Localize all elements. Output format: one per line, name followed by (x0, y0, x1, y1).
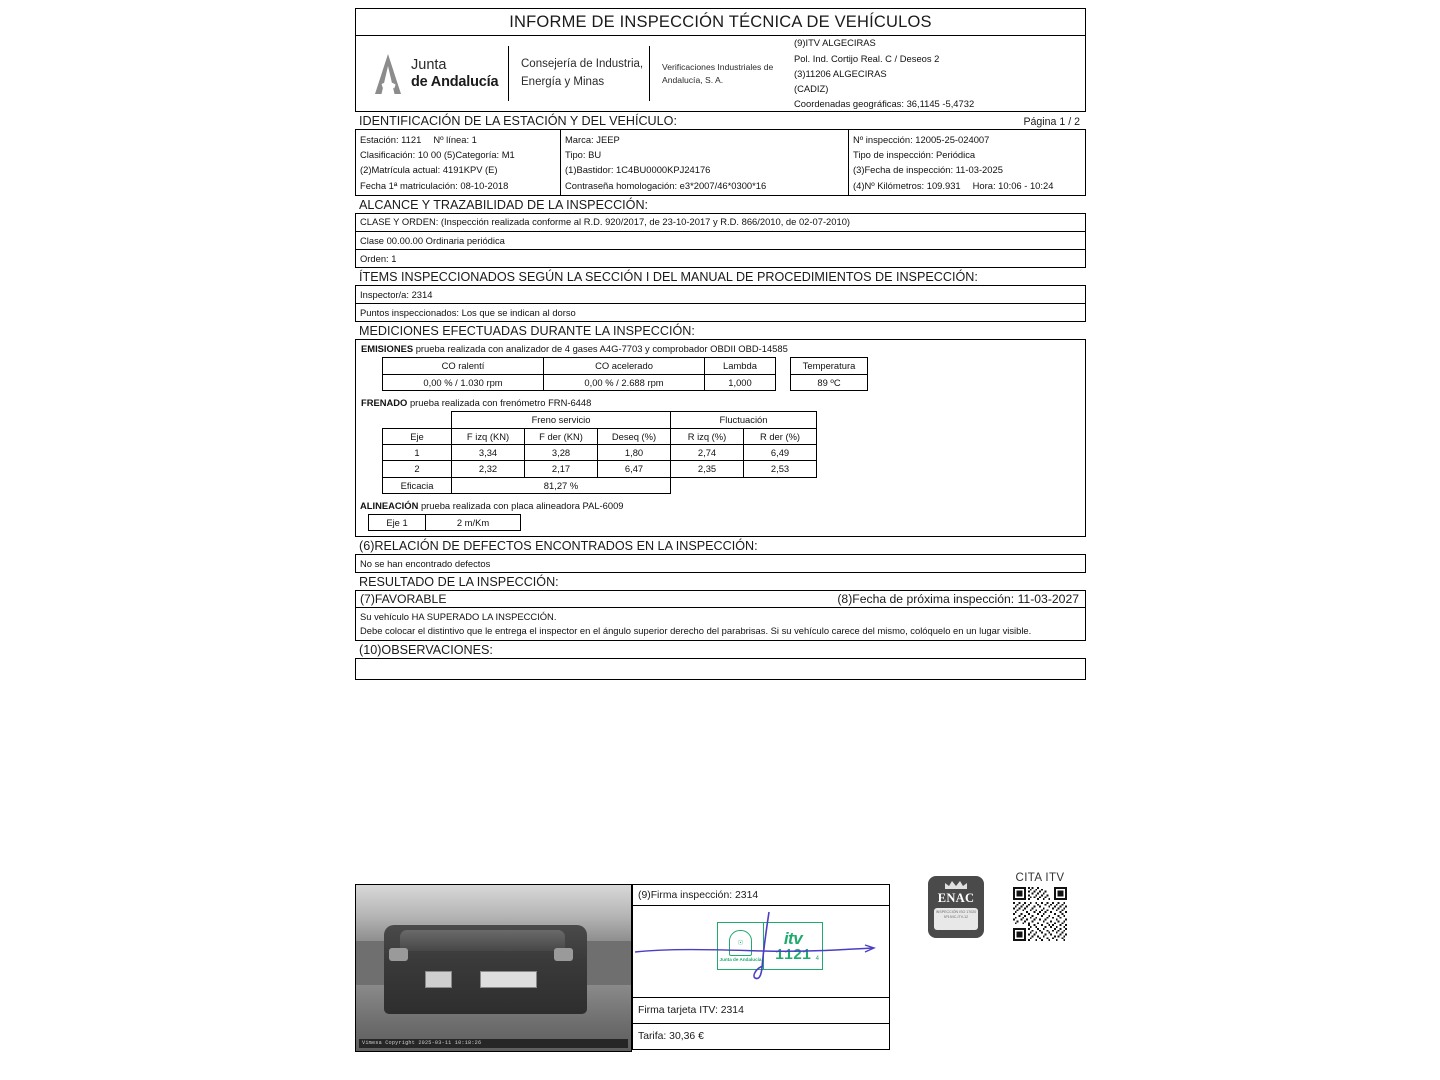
identification-heading: IDENTIFICACIÓN DE LA ESTACIÓN Y DEL VEHÍCULO: (359, 114, 677, 128)
classification: Clasificación: 10 00 (5)Categoría: M1 (360, 149, 515, 161)
class-and-order: CLASE Y ORDEN: (Inspección realizada conforme al R.D. 920/2017, de 23-10-2017 y R.D. 866/2010, de 02-07-2010) (355, 213, 1086, 232)
emissions-header-co-accel: CO acelerado (544, 358, 705, 374)
braking-group-header-row (383, 412, 817, 428)
braking-efficiency-value: 81,27 % (452, 477, 671, 493)
inspected-points: Puntos inspeccionados: Los que se indican al dorso (355, 304, 1086, 322)
vehicle-type: Tipo: BU (565, 149, 602, 161)
vehicle-photo (355, 884, 632, 1052)
itv-stamp-word: itv (783, 928, 803, 948)
braking-row2-imbalance: 6,47 (598, 461, 671, 477)
braking-header-imbalance: Deseq (%) (598, 428, 671, 444)
observations-heading-row (355, 641, 1086, 658)
result-heading-row (355, 573, 1086, 590)
inspection-time: Hora: 10:06 - 10:24 (972, 179, 1054, 191)
signature-inspection-label: (9)Firma inspección: 2314 (632, 884, 890, 906)
vehicle-photo-image (356, 885, 631, 1051)
braking-header-r-left: R izq (%) (671, 428, 744, 444)
braking-header-axle: Eje (383, 428, 452, 444)
braking-header-f-right: F der (KN) (525, 428, 598, 444)
cita-itv-label: CITA ITV (1015, 872, 1065, 884)
emissions-header-lambda: Lambda (705, 358, 776, 374)
station-line: Nº línea: 1 (433, 134, 477, 145)
plate-number: (2)Matrícula actual: 4191KPV (E) (360, 164, 498, 176)
inspection-report-sheet (355, 8, 1086, 680)
braking-label: FRENADO (361, 397, 408, 409)
braking-row1-r-left: 2,74 (671, 444, 744, 460)
enac-wordmark: ENAC (937, 891, 975, 905)
measurements-heading: MEDICIONES EFECTUADAS DURANTE LA INSPECCIÓN: (359, 324, 695, 339)
inspection-number: Nº inspección: 12005-25-024007 (853, 134, 990, 145)
station-postal-city: (3)11206 ALGECIRAS (794, 67, 887, 79)
result-notice: Debe colocar el distintivo que le entrega el inspector en el ángulo superior derecho del parabrisas. Si su vehículo carece del mismo, colóquelo en un lugar visible. (360, 624, 1032, 636)
scope-heading-row (355, 196, 1086, 213)
photo-taillight-left (389, 948, 408, 961)
result-verdict-row (355, 590, 1086, 608)
inspection-order: Orden: 1 (355, 250, 1086, 268)
photo-taillight-right (554, 948, 573, 961)
emissions-value-lambda: 1,000 (705, 374, 776, 390)
braking-efficiency-label: Eficacia (383, 477, 452, 493)
entity-line1: Verificaciones Industriales de (662, 61, 774, 72)
identification-col-vehicle (561, 130, 849, 195)
photo-vehicle-window (400, 930, 565, 952)
emissions-header-temperature: Temperatura (791, 358, 868, 374)
identification-table (355, 129, 1086, 196)
junta-logo-line2: de Andalucía (411, 73, 499, 90)
emissions-label: EMISIONES (361, 343, 414, 355)
consejeria-block (509, 36, 649, 111)
junta-logo-line1: Junta (411, 57, 447, 74)
cita-itv-block (1013, 872, 1067, 941)
vehicle-kilometers: (4)Nº Kilómetros: 109.931 (853, 179, 961, 191)
header-band (355, 36, 1086, 112)
emissions-value-co-accel: 0,00 % / 2.688 rpm (544, 374, 705, 390)
braking-header-r-right: R der (%) (744, 428, 817, 444)
next-inspection-date: (8)Fecha de próxima inspección: 11-03-2027 (837, 592, 1079, 607)
alignment-table (368, 514, 521, 531)
handwritten-signature (633, 906, 890, 998)
braking-lead-text: prueba realizada con frenómetro FRN-6448 (407, 397, 592, 409)
emissions-value-temperature: 89 ºC (791, 374, 868, 390)
station-province: (CADIZ) (794, 83, 829, 95)
enac-accreditation (928, 876, 984, 938)
braking-group-fluctuation: Fluctuación (671, 412, 817, 428)
braking-row2-axle: 2 (383, 461, 452, 477)
photo-watermark: Vimesa Copyright 2025-03-11 10:18:26 (359, 1039, 628, 1048)
alignment-label: ALINEACIÓN (360, 499, 419, 511)
braking-group-empty (383, 412, 452, 428)
result-passed-text: Su vehículo HA SUPERADO LA INSPECCIÓN. (360, 610, 557, 622)
station-row (360, 132, 560, 147)
consejeria-line1: Consejería de Industria, (521, 58, 644, 71)
braking-row1-f-right: 3,28 (525, 444, 598, 460)
seal-text: Junta de Andalucía (719, 956, 762, 962)
braking-row1-imbalance: 1,80 (598, 444, 671, 460)
station-code: Estación: 1121 (360, 134, 422, 145)
alignment-value: 2 m/Km (426, 514, 521, 530)
observations-text (355, 658, 1086, 680)
scope-heading: ALCANCE Y TRAZABILIDAD DE LA INSPECCIÓN: (359, 197, 649, 212)
braking-row2-r-left: 2,35 (671, 461, 744, 477)
station-address-block (780, 36, 1085, 111)
braking-efficiency-empty-2 (744, 477, 817, 493)
result-verdict: (7)FAVORABLE (360, 592, 447, 607)
emissions-table (382, 357, 868, 391)
observations-heading: (10)OBSERVACIONES: (359, 642, 493, 657)
junta-logo-text (411, 57, 498, 89)
defects-heading-row (355, 537, 1086, 554)
alignment-axle-label: Eje 1 (369, 514, 426, 530)
table-row (383, 444, 817, 460)
braking-efficiency-row (383, 477, 817, 493)
emissions-lead (356, 343, 1085, 354)
braking-row1-axle: 1 (383, 444, 452, 460)
braking-header-row (383, 428, 817, 444)
vehicle-homologation: Contraseña homologación: e3*2007/46*0300*16 (565, 179, 767, 191)
items-heading-row (355, 268, 1086, 285)
result-heading: RESULTADO DE LA INSPECCIÓN: (359, 575, 559, 590)
qr-code-icon[interactable] (1013, 887, 1067, 941)
inspector-id: Inspector/a: 2314 (355, 285, 1086, 304)
emissions-value-co-idle: 0,00 % / 1.030 rpm (383, 374, 544, 390)
photo-badge (425, 971, 452, 988)
inspection-date: (3)Fecha de inspección: 11-03-2025 (853, 164, 1003, 176)
consejeria-line2: Energía y Minas (521, 75, 605, 88)
signature-card-row: Firma tarjeta ITV: 2314 (632, 998, 890, 1024)
alignment-row (369, 514, 521, 530)
braking-group-service: Freno servicio (452, 412, 671, 428)
braking-table (382, 411, 817, 494)
emissions-lead-text: prueba realizada con analizador de 4 gases A4G-7703 y comprobador OBDII OBD-14585 (413, 343, 788, 355)
identification-col-inspection (849, 130, 1085, 195)
station-name: (9)ITV ALGECIRAS (794, 37, 876, 49)
enac-subtext: INSPECCIÓN ISO 17020 Nº19/IC-ITV-12 (934, 908, 978, 930)
defects-text: No se han encontrado defectos (355, 554, 1086, 573)
emissions-header-co-idle: CO ralentí (383, 358, 544, 374)
braking-lead (356, 397, 1085, 408)
emissions-spacer (776, 358, 791, 374)
alignment-lead (356, 500, 1085, 511)
vehicle-vin: (1)Bastidor: 1C4BU0000KPJ24176 (565, 164, 711, 176)
kilometers-row (853, 178, 1085, 193)
signature-area (632, 906, 890, 998)
emissions-spacer-2 (776, 374, 791, 390)
alignment-lead-text: prueba realizada con placa alineadora PAL-6009 (418, 499, 624, 511)
identification-col-station (356, 130, 561, 195)
itv-stamp-number: 1121 (774, 946, 811, 964)
defects-heading: (6)RELACIÓN DE DEFECTOS ENCONTRADOS EN LA INSPECCIÓN: (359, 539, 758, 554)
junta-arch-icon (374, 53, 404, 95)
document-title: INFORME DE INSPECCIÓN TÉCNICA DE VEHÍCULOS (355, 8, 1086, 36)
fee-row: Tarifa: 30,36 € (632, 1024, 890, 1050)
inspection-class: Clase 00.00.00 Ordinaria periódica (355, 232, 1086, 250)
emissions-value-row (383, 374, 868, 390)
braking-row2-r-right: 2,53 (744, 461, 817, 477)
braking-row2-f-right: 2,17 (525, 461, 598, 477)
station-coordinates: Coordenadas geográficas: 36,1145 -5,4732 (794, 98, 975, 110)
vehicle-make: Marca: JEEP (565, 134, 620, 145)
entity-line2: Andalucía, S. A. (662, 74, 724, 85)
first-registration-date: Fecha 1ª matriculación: 08-10-2018 (360, 179, 509, 191)
braking-row1-f-left: 3,34 (452, 444, 525, 460)
seal-arch-icon: ☉ (729, 930, 752, 956)
station-address: Pol. Ind. Cortijo Real. C / Deseos 2 (794, 52, 940, 64)
itv-stamp-sub: 4 (815, 955, 819, 962)
braking-header-f-left: F izq (KN) (452, 428, 525, 444)
crown-icon (943, 880, 969, 890)
enac-badge (928, 876, 984, 938)
table-row (383, 461, 817, 477)
items-heading: ÍTEMS INSPECCIONADOS SEGÚN LA SECCIÓN I DEL MANUAL DE PROCEDIMIENTOS DE INSPECCIÓN: (359, 270, 978, 285)
photo-license-plate (480, 971, 537, 988)
emissions-header-row (383, 358, 868, 374)
entity-block (650, 36, 780, 111)
braking-row2-f-left: 2,32 (452, 461, 525, 477)
inspection-type: Tipo de inspección: Periódica (853, 149, 976, 161)
braking-efficiency-empty-1 (671, 477, 744, 493)
junta-andalucia-logo (356, 36, 508, 111)
measurements-box (355, 339, 1086, 537)
braking-row1-r-right: 6,49 (744, 444, 817, 460)
page-indicator: Página 1 / 2 (1023, 116, 1080, 128)
measurements-heading-row (355, 322, 1086, 339)
result-detail-box (355, 608, 1086, 640)
signature-block (632, 884, 890, 1050)
identification-heading-row (355, 112, 1086, 129)
